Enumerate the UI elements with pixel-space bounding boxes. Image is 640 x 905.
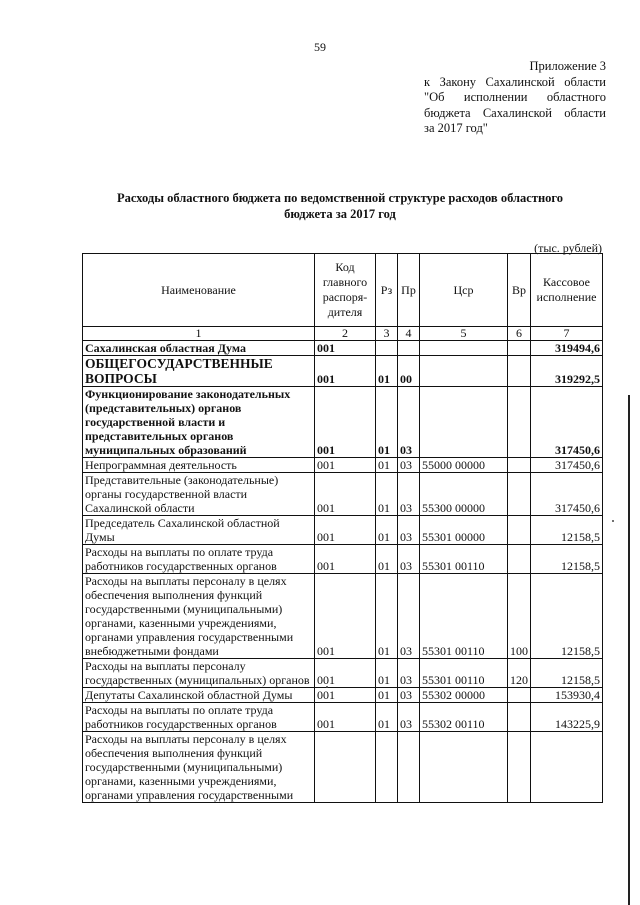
budget-table	[82, 253, 603, 803]
cell-code: 001	[315, 703, 376, 732]
cell-code: 001	[315, 545, 376, 574]
cell-amount: 317450,6	[531, 458, 603, 473]
cell-csr: 55000 00000	[420, 458, 508, 473]
cell-code: 001	[315, 341, 376, 356]
cell-pr: 03	[398, 574, 420, 659]
cell-amount: 12158,5	[531, 574, 603, 659]
cell-amount: 153930,4	[531, 688, 603, 703]
cell-rz: 01	[376, 688, 398, 703]
column-number: 7	[531, 327, 603, 341]
cell-name: Расходы на выплаты по оплате труда работников государственных органов	[83, 703, 315, 732]
table-row	[83, 688, 603, 703]
column-number: 1	[83, 327, 315, 341]
appendix-block	[424, 59, 606, 137]
cell-rz: 01	[376, 387, 398, 458]
cell-vr: 100	[508, 574, 531, 659]
column-number: 6	[508, 327, 531, 341]
cell-vr	[508, 516, 531, 545]
table-row	[83, 356, 603, 387]
header-rz: Рз	[376, 254, 398, 327]
header-code: Код главного распоря-дителя	[315, 254, 376, 327]
cell-name: Представительные (законодательные) органы государственной власти Сахалинской области	[83, 473, 315, 516]
column-number: 2	[315, 327, 376, 341]
cell-amount: 317450,6	[531, 387, 603, 458]
header-name: Наименование	[83, 254, 315, 327]
cell-name: Депутаты Сахалинской областной Думы	[83, 688, 315, 703]
document-title	[90, 190, 590, 222]
cell-code: 001	[315, 356, 376, 387]
cell-pr: 00	[398, 356, 420, 387]
appendix-line-4: бюджета Сахалинской области	[424, 105, 606, 120]
column-number: 3	[376, 327, 398, 341]
cell-name: Сахалинская областная Дума	[83, 341, 315, 356]
cell-code: 001	[315, 387, 376, 458]
document-title-line-1: Расходы областного бюджета по ведомственной структуре расходов областного	[116, 191, 564, 205]
cell-csr	[420, 732, 508, 803]
cell-vr	[508, 732, 531, 803]
scan-speck	[612, 520, 614, 522]
cell-rz: 01	[376, 703, 398, 732]
cell-csr: 55302 00000	[420, 688, 508, 703]
cell-pr	[398, 341, 420, 356]
cell-pr: 03	[398, 659, 420, 688]
cell-pr: 03	[398, 703, 420, 732]
cell-vr: 120	[508, 659, 531, 688]
cell-name: Непрограммная деятельность	[83, 458, 315, 473]
cell-amount: 143225,9	[531, 703, 603, 732]
table-row	[83, 341, 603, 356]
header-vr: Вр	[508, 254, 531, 327]
header-csr: Цср	[420, 254, 508, 327]
scan-margin-line	[628, 395, 630, 905]
cell-name: Расходы на выплаты по оплате труда работников государственных органов	[83, 545, 315, 574]
cell-name: Расходы на выплаты персоналу в целях обеспечения выполнения функций государственными (муниципальными) органами, казенными учреждениями, органами управления государственными внебюджетными фондами	[83, 574, 315, 659]
cell-code: 001	[315, 688, 376, 703]
table-row	[83, 703, 603, 732]
cell-name: Расходы на выплаты персоналу в целях обеспечения выполнения функций государственными (муниципальными) органами, казенными учреждениями, органами управления государственными	[83, 732, 315, 803]
table-row	[83, 473, 603, 516]
table-row	[83, 516, 603, 545]
cell-pr	[398, 732, 420, 803]
cell-csr: 55301 00000	[420, 516, 508, 545]
units-label: (тыс. рублей)	[534, 241, 602, 255]
cell-rz: 01	[376, 545, 398, 574]
cell-csr	[420, 341, 508, 356]
cell-amount: 12158,5	[531, 545, 603, 574]
cell-code: 001	[315, 473, 376, 516]
cell-csr	[420, 387, 508, 458]
cell-csr: 55301 00110	[420, 545, 508, 574]
cell-code: 001	[315, 659, 376, 688]
cell-rz: 01	[376, 473, 398, 516]
cell-amount: 319292,5	[531, 356, 603, 387]
cell-vr	[508, 703, 531, 732]
cell-vr	[508, 545, 531, 574]
cell-code: 001	[315, 574, 376, 659]
cell-pr: 03	[398, 387, 420, 458]
table-row	[83, 545, 603, 574]
header-pr: Пр	[398, 254, 420, 327]
table-row	[83, 458, 603, 473]
cell-csr: 55300 00000	[420, 473, 508, 516]
cell-rz	[376, 732, 398, 803]
page-number: 59	[314, 40, 326, 54]
table-row	[83, 387, 603, 458]
cell-rz: 01	[376, 516, 398, 545]
cell-pr: 03	[398, 516, 420, 545]
cell-vr	[508, 458, 531, 473]
cell-rz: 01	[376, 356, 398, 387]
scan-speck	[120, 686, 122, 688]
cell-name: Расходы на выплаты персоналу государственных (муниципальных) органов	[83, 659, 315, 688]
table-row	[83, 574, 603, 659]
cell-rz: 01	[376, 659, 398, 688]
cell-vr	[508, 473, 531, 516]
cell-csr: 55301 00110	[420, 659, 508, 688]
cell-vr	[508, 387, 531, 458]
cell-vr	[508, 688, 531, 703]
cell-code: 001	[315, 516, 376, 545]
cell-vr	[508, 341, 531, 356]
column-number: 4	[398, 327, 420, 341]
cell-pr: 03	[398, 545, 420, 574]
header-row	[83, 254, 603, 327]
cell-csr: 55301 00110	[420, 574, 508, 659]
appendix-line-2: к Закону Сахалинской области	[424, 74, 606, 89]
document-title-line-2: бюджета за 2017 год	[284, 207, 396, 221]
cell-name: ОБЩЕГОСУДАРСТВЕННЫЕ ВОПРОСЫ	[83, 356, 315, 387]
appendix-line-3: "Об исполнении областного	[424, 90, 606, 104]
cell-pr: 03	[398, 458, 420, 473]
cell-amount	[531, 732, 603, 803]
table-row	[83, 732, 603, 803]
cell-amount: 12158,5	[531, 659, 603, 688]
appendix-line-1: Приложение 3	[529, 59, 606, 73]
cell-name: Председатель Сахалинской областной Думы	[83, 516, 315, 545]
cell-rz	[376, 341, 398, 356]
column-number: 5	[420, 327, 508, 341]
cell-pr: 03	[398, 688, 420, 703]
cell-amount: 319494,6	[531, 341, 603, 356]
cell-pr: 03	[398, 473, 420, 516]
cell-name: Функционирование законодательных (представительных) органов государственной власти и представительных органов муниципальных образований	[83, 387, 315, 458]
scan-speck	[326, 686, 328, 688]
cell-csr: 55302 00110	[420, 703, 508, 732]
column-number-row	[83, 327, 603, 341]
header-amount: Кассовое исполнение	[531, 254, 603, 327]
cell-amount: 317450,6	[531, 473, 603, 516]
appendix-line-5: за 2017 год"	[424, 121, 488, 135]
cell-amount: 12158,5	[531, 516, 603, 545]
cell-code	[315, 732, 376, 803]
cell-csr	[420, 356, 508, 387]
cell-rz: 01	[376, 574, 398, 659]
cell-vr	[508, 356, 531, 387]
table-row	[83, 659, 603, 688]
cell-rz: 01	[376, 458, 398, 473]
cell-code: 001	[315, 458, 376, 473]
